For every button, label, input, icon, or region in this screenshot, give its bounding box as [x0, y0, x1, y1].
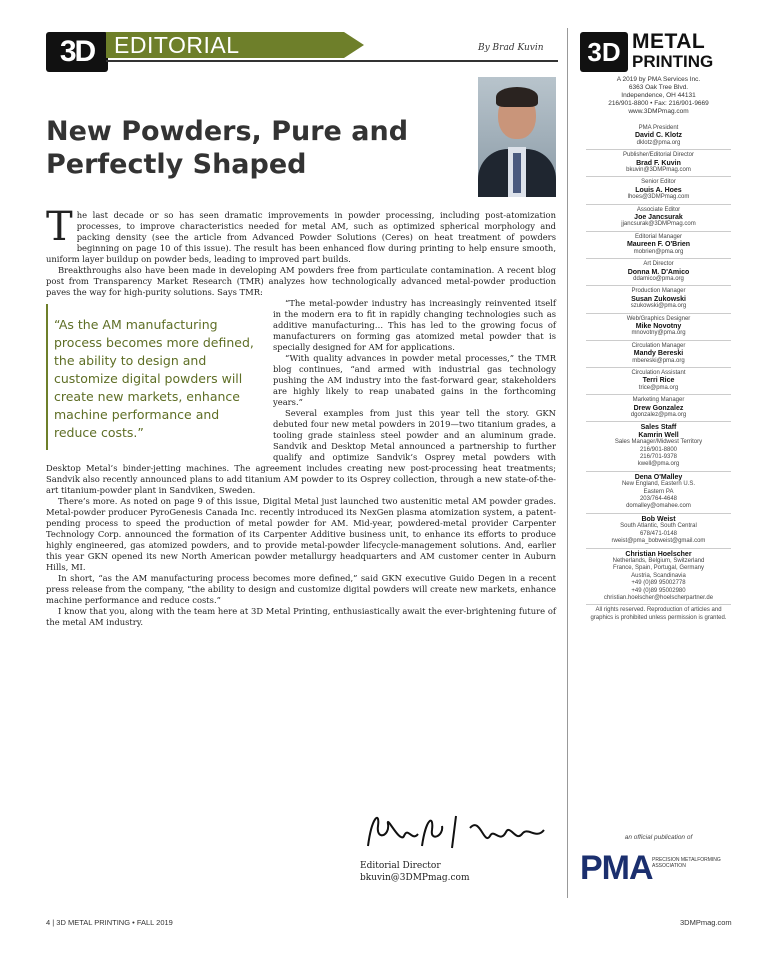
masthead-address: A 2019 by PMA Services Inc. 6363 Oak Tree Blvd. Independence, OH 44131 216/901-8800 • Fax: 216/901-9669 www.3DMPmag.com — [608, 76, 709, 115]
sales-entry: Sales Staff Kamrin Well Sales Manager/Midwest Territory 216/901-8800 216/701-9378 kwell@pma.org — [586, 421, 731, 470]
staff-entry: Web/Graphics Designer Mike Novotny mnovotny@pma.org — [586, 313, 731, 340]
sales-entry: Christian Hoelscher Netherlands, Belgium, Switzerland France, Spain, Portugal, Germany Austria, Scandinavia +49 (0)89 95002778 +49 (0)89 95002980 christian.hoelscher@hoelscherpartner.de — [586, 548, 731, 605]
staff-entry: Associate Editor Joe Jancsurak jjancsurak@3DMPmag.com — [586, 204, 731, 231]
header-rule — [106, 60, 558, 62]
logo-word-printing: PRINTING — [632, 52, 714, 71]
pma-logo — [580, 848, 740, 888]
paragraph: There’s more. As noted on page 9 of this issue, Digital Metal just launched two austenitic metal AM powder grades. Metal-powder producer PyroGenesis Canada Inc. recently introduced its NexGen plasma atomization system, a patent-pending process to speed the production of metal powder for AM. Mid-year, powdered-metal provider Carpenter Technology Corp. announced the formation of its Carpenter Additive business unit, to enhance its efforts to produce highly engineered, gas atomized powders, and to provide metal-powder lifecycle-management solutions. And, earlier this year GKN opened its new North American powder metallurgy headquarters and AM customer center in Auburn Hills, MI. — [46, 496, 556, 572]
logo-word-metal: METAL — [632, 30, 706, 53]
staff-entry: PMA President David C. Klotz dklotz@pma.org — [634, 125, 683, 146]
page-title: New Powders, Pure and Perfectly Shaped — [46, 116, 409, 180]
paragraph: Several examples from just this year tell the story. GKN debuted four new metal powders in 2019—two titanium grades, a tooling grade stainless steel powder and an aluminum grade. Sandvik and Desktop Metal announced a partnership to further qualify and optimize Sandvik’s Osprey metal powders with Desktop Metal’s binder-jetting machines. The agreement includes creating new post-processing heat treatments; Sandvik also recently announced plans to add titanium AM powder to its Osprey collection, through a new state-of-the-art titanium-powder plant in Sandviken, Sweden. — [46, 408, 556, 495]
section-banner — [106, 32, 344, 58]
staff-entry: Publisher/Editorial Director Brad F. Kuvin bkuvin@3DMPmag.com — [586, 149, 731, 176]
staff-entry: Editorial Manager Maureen F. O'Brien mobrien@pma.org — [586, 231, 731, 258]
signature-email: bkuvin@3DMPmag.com — [360, 873, 470, 883]
signature-title: Editorial Director — [360, 861, 441, 871]
pma-tagline: PRECISION METALFORMING ASSOCIATION — [652, 857, 721, 869]
drop-cap: T — [46, 204, 73, 250]
sales-entry: Dena O'Malley New England, Eastern U.S. Eastern PA 203/764-4648 domalley@omahee.com — [586, 471, 731, 513]
paragraph: Breakthroughs also have been made in developing AM powders free from particulate contamination. A recent blog post from Transparency Market Research (TMR) analyzes how technologically advanced metal-powder production paves the way for high-purity solutions. Says TMR: — [46, 265, 556, 297]
staff-entry: Marketing Manager Drew Gonzalez dgonzalez@pma.org — [586, 394, 731, 421]
sales-entry: Bob Weist South Atlantic, South Central 678/471-0148 rweist@pma_bobweist@gmail.com — [586, 513, 731, 548]
official-publication-note: an official publication of — [624, 834, 693, 841]
paragraph: The last decade or so has seen dramatic improvements in powder processing, including post-atomization processes, to improve characteristics needed for metal AM, such as optimized spherical morphology and packing density (see the article from Advanced Powder Solutions (Ceres) on heat treatment of powders beginning on page 10 of this issue). The result has been enhanced flow during printing to help ensure smooth, uniform layer buildup on powder beds, leading to improved part builds. — [46, 204, 556, 264]
footer-url: 3DMPmag.com — [680, 918, 732, 927]
byline: By Brad Kuvin — [478, 43, 544, 53]
rights-notice: All rights reserved. Reproduction of articles and graphics is prohibited unless permission is granted. — [586, 604, 731, 624]
staff-entry: Circulation Manager Mandy Bereski mbereski@pma.org — [586, 340, 731, 367]
footer-page-info: 4 | 3D METAL PRINTING • FALL 2019 — [46, 918, 173, 927]
paragraph: “As the AM manufacturing process becomes more defined, the ability to design and customize digital powders will create new markets, enhance machine performance and reduce costs.” “The metal-powder industry has increasingly reinvented itself in the modern era to fit in rapidly changing technologies such as additive manufacturing… This has led to the growing focus of manufacturers on forming gas atomized metal powder that is specially designed for AM for applications. — [46, 298, 556, 353]
staff-entry: Production Manager Susan Zukowski szukowski@pma.org — [586, 285, 731, 312]
paragraph: I know that you, along with the team here at 3D Metal Printing, enthusiastically await the ever-brightening future of the metal AM industry. — [46, 606, 556, 627]
article-body — [46, 204, 556, 628]
paragraph: “With quality advances in powder metal processes,” the TMR blog continues, “and armed with industrial gas technology pushing the AM industry into the fast-forward gear, stakeholders are highly likely to reap unabated gains in the forthcoming years.” — [273, 353, 556, 407]
masthead-logo — [580, 32, 740, 74]
magazine-logo: 3D — [46, 32, 108, 72]
signature-graphic — [360, 806, 560, 856]
pma-wordmark: PMA — [580, 849, 653, 887]
staff-list — [568, 123, 749, 624]
signature — [360, 806, 560, 856]
signature-block — [360, 860, 470, 884]
pull-quote: “As the AM manufacturing process becomes more defined, the ability to design and customize digital powders will create new markets, enhance machine performance and reduce costs.” — [46, 304, 259, 450]
staff-entry: Circulation Assistant Terri Rice trice@pma.org — [586, 367, 731, 394]
staff-entry: Art Director Donna M. D'Amico ddamico@pma.org — [586, 258, 731, 285]
paragraph: In short, “as the AM manufacturing process becomes more defined,” said GKN executive Guido Degen in a recent press release from the company, “the ability to design and customize digital powders will create new markets, enhance machine performance and reduce costs.” — [46, 573, 556, 605]
masthead-sidebar — [567, 28, 749, 898]
logo-3d-box: 3D — [580, 32, 628, 72]
author-photo — [478, 77, 556, 197]
staff-entry: Senior Editor Louis A. Hoes lhoes@3DMPmag.com — [586, 176, 731, 203]
banner-arrow — [344, 32, 364, 58]
section-title: EDITORIAL — [114, 32, 240, 58]
